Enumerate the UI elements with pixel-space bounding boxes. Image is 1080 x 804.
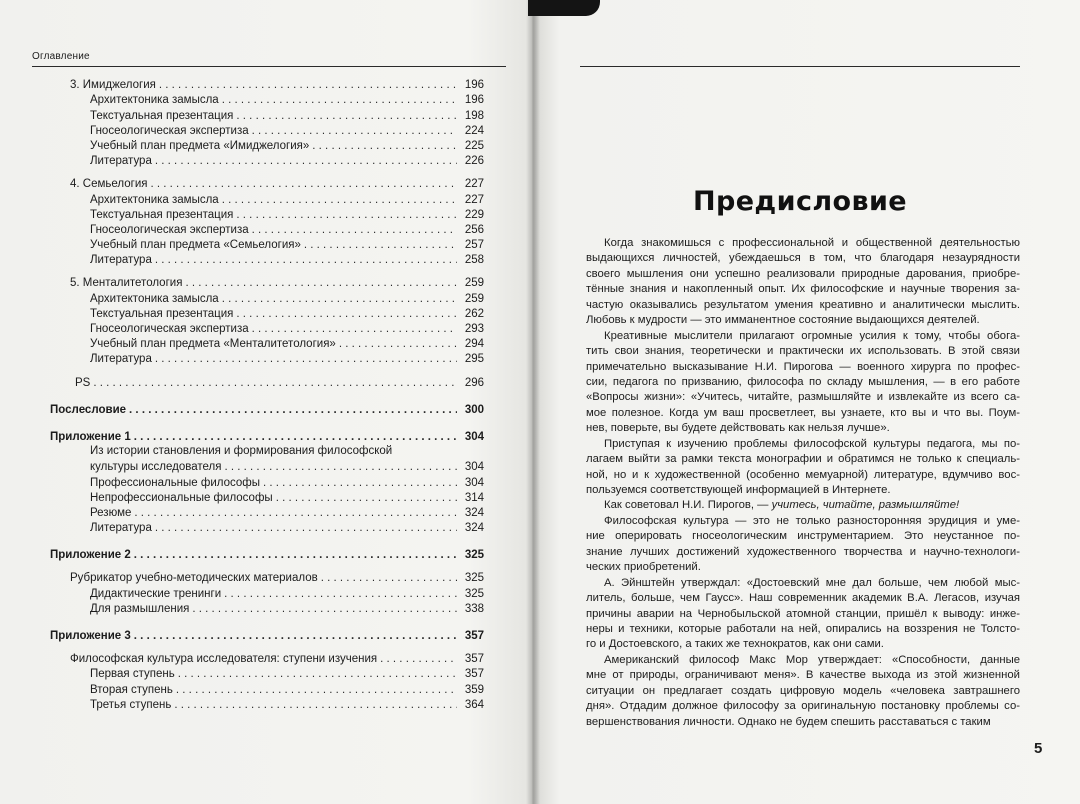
toc-entry [30, 336, 484, 351]
dot-leader [159, 78, 457, 92]
preface-line: ческих приобретений. [586, 561, 701, 574]
preface-line: неры и техники, которые работали на ней, опирались на воззрения не Толсто- [586, 622, 1020, 635]
italic-quote: учитесь, читайте, размышляйте! [771, 499, 960, 512]
toc-entry [30, 505, 484, 520]
toc-entry [30, 585, 484, 600]
toc-chapter [30, 402, 484, 417]
dot-leader [224, 587, 457, 601]
left-page [0, 0, 532, 804]
dot-leader [178, 667, 457, 681]
toc-page-number: 258 [464, 254, 484, 267]
preface-line: Любовь к мудрости — это имманентное состояние выдающихся деятелей. [586, 314, 980, 327]
dot-leader [192, 602, 457, 616]
dot-leader [185, 276, 457, 290]
preface-line: дня». Отдадим должное философу за оригинальную постановку проблемы со- [586, 700, 1020, 713]
preface-line: Когда знакомишься с профессиональной и общественной деятельностью [604, 237, 1020, 249]
preface-line: мое полезное. Когда ум ваш просветлеет, вы узнаете, кто вы и что вы. Поум- [586, 406, 1020, 419]
toc-page-number: 227 [464, 193, 484, 206]
toc-entry [30, 474, 484, 489]
preface-line: сии, педагога по призванию, философа по складу мышления, — в его работе [586, 375, 1020, 388]
toc-page-number: 293 [464, 323, 484, 335]
toc-entry [30, 351, 484, 366]
toc-page-number: 304 [464, 461, 484, 474]
toc-entry [30, 306, 484, 321]
toc-gap [30, 643, 484, 651]
dot-leader [174, 698, 457, 712]
toc-entry-title: 4. Семьелогия [70, 178, 148, 191]
toc-page-number: 296 [464, 376, 484, 389]
toc-entry-title: Учебный план предмета «Имиджелогия» [90, 139, 310, 152]
preface-line: «Вопросы жизни»: «Учитесь, читайте, размышляйте и извлекайте из всего са- [586, 391, 1020, 404]
toc-page-number: 338 [464, 602, 484, 615]
table-of-contents [30, 77, 484, 712]
dot-leader [252, 223, 457, 237]
toc-page-number: 225 [464, 139, 484, 152]
toc-entry-title: Гносеологическая экспертиза [90, 223, 249, 236]
preface-line: Американский философ Макс Мор утверждает: «Способности, данные [604, 653, 1020, 666]
toc-gap [30, 417, 484, 429]
right-header-rule [580, 66, 1020, 67]
toc-entry-title-line: Из истории становления и формирования философской [90, 444, 393, 457]
toc-entry [30, 570, 484, 585]
preface-title: Предисловие [692, 186, 907, 217]
toc-page-number: 314 [464, 491, 484, 504]
toc-entry-title: Текстуальная презентация [90, 307, 234, 320]
toc-entry-title: PS [75, 376, 91, 389]
toc-gap [30, 562, 484, 570]
toc-entry-title: Рубрикатор учебно-методических материалов [70, 572, 318, 585]
toc-entry [30, 490, 484, 505]
header-rule [32, 66, 506, 67]
preface-line: лагаем выйти за рамки текста монографии и обратимся не только к специаль- [586, 453, 1020, 466]
toc-entry-title: Литература [90, 155, 152, 168]
toc-page-number: 259 [464, 277, 484, 290]
preface-line: выдающихся личностей, убеждаешься в том, что благодаря незаурядности [586, 252, 1020, 265]
preface-line: ние оперировать гносеологическим инструментарием. Это неустанное по- [586, 530, 1020, 543]
toc-entry-title: культуры исследователя [90, 461, 222, 474]
toc-page-number: 324 [464, 522, 484, 535]
dot-leader [380, 652, 457, 666]
toc-entry-title: Текстуальная презентация [90, 208, 234, 221]
preface-line: ситуации он предлагает создать цифровую модель «человека завтрашнего [586, 684, 1020, 697]
toc-entry-title: Приложение 3 [50, 630, 131, 642]
toc-entry-title: Литература [90, 522, 152, 535]
toc-entry-title: Архитектоника замысла [90, 193, 219, 206]
preface-line: литель, больше, чем Гаусс». Наш современник академик В.А. Легасов, изучая [586, 592, 1020, 605]
toc-chapter [30, 628, 484, 643]
toc-page-number: 196 [464, 94, 484, 107]
preface-line: Креативные мыслители прилагают огромные усилия к тому, чтобы обога- [604, 329, 1020, 342]
dot-leader [155, 352, 457, 366]
dot-leader [236, 307, 457, 321]
preface-line: го и Достоевского, а таких же технократов, как они сами. [586, 638, 884, 651]
toc-entry [30, 138, 484, 153]
toc-entry-title: Дидактические тренинги [90, 587, 222, 600]
preface-line: пользуемся соответствующей информацией в Интернете. [586, 484, 891, 496]
toc-gap [30, 267, 484, 275]
preface-line: причины аварии на Чернобыльской атомной станции, пришёл к выводу: инже- [586, 607, 1020, 620]
toc-entry-title: Текстуальная презентация [90, 109, 234, 122]
toc-entry-title: Первая ступень [90, 668, 175, 681]
toc-page-number: 294 [464, 338, 484, 351]
page-number: 5 [1034, 740, 1043, 757]
preface-line: знание лучших достижений художественного творчества и научно-технологи- [586, 545, 1020, 558]
toc-entry [30, 92, 484, 107]
dot-leader [252, 124, 457, 138]
toc-page-number: 304 [464, 476, 484, 489]
dot-leader [236, 208, 457, 222]
toc-page-number: 357 [464, 668, 484, 681]
dot-leader [134, 430, 457, 444]
toc-page-number: 304 [464, 430, 484, 443]
toc-page-number: 357 [464, 653, 484, 666]
toc-page-number: 259 [464, 292, 484, 305]
toc-page-number: 324 [464, 506, 484, 519]
dot-leader [252, 322, 457, 336]
toc-page-number: 256 [464, 223, 484, 236]
toc-chapter [30, 429, 484, 444]
preface-body [586, 236, 1020, 730]
dot-leader [155, 521, 457, 535]
preface-line [586, 498, 1020, 513]
toc-entry-title: Вторая ступень [90, 683, 173, 696]
preface-line: частую оказывались результатом умения креативно и аналитически мыслить. [586, 298, 1020, 311]
toc-page-number: 227 [464, 178, 484, 191]
toc-entry-title: Архитектоника замысла [90, 94, 219, 107]
preface-line: тить свои знания, теоретически и практически их использовать. В этой связи [586, 345, 1020, 358]
toc-page-number: 257 [464, 239, 484, 252]
toc-page-number: 325 [464, 587, 484, 600]
toc-page-number: 226 [464, 155, 484, 168]
toc-entry-title: Учебный план предмета «Менталитетология» [90, 338, 336, 351]
toc-entry-title: Третья ступень [90, 698, 172, 711]
dot-leader [222, 93, 457, 107]
toc-entry-title: Гносеологическая экспертиза [90, 124, 249, 137]
toc-entry [30, 176, 484, 191]
toc-entry [30, 191, 484, 206]
toc-page-number: 364 [464, 698, 484, 711]
dot-leader [222, 193, 457, 207]
toc-entry [30, 697, 484, 712]
dot-leader [304, 238, 457, 252]
toc-entry [30, 321, 484, 336]
toc-page-number: 262 [464, 307, 484, 320]
toc-entry-title: Гносеологическая экспертиза [90, 323, 249, 335]
toc-entry-title: Философская культура исследователя: ступени изучения [70, 653, 378, 666]
dot-leader [263, 476, 457, 490]
toc-entry-title: Профессиональные философы [90, 476, 261, 489]
dot-leader [155, 154, 457, 168]
preface-line: тённые знания и накопленный опыт. Их философские и научные творения за- [586, 283, 1020, 296]
toc-entry [30, 222, 484, 237]
preface-line: своего мышления они успешно реализовали природные дарования, приобре- [586, 267, 1020, 280]
toc-entry [30, 681, 484, 696]
toc-page-number: 325 [464, 549, 484, 562]
toc-entry [30, 459, 484, 474]
toc-entry-title: Литература [90, 353, 152, 366]
scan-shadow [528, 0, 600, 16]
toc-entry-title: 5. Менталитетология [70, 277, 183, 290]
dot-leader [222, 292, 457, 306]
toc-gap [30, 168, 484, 176]
toc-entry [30, 153, 484, 168]
toc-entry [30, 374, 484, 389]
dot-leader [150, 177, 457, 191]
toc-entry-title: Послесловие [50, 403, 127, 416]
dot-leader [155, 253, 457, 267]
dot-leader [134, 548, 457, 562]
toc-entry [30, 275, 484, 290]
preface-line: А. Эйнштейн утверждал: «Достоевский мне дал больше, чем любой мыс- [604, 576, 1020, 589]
toc-page-number: 357 [464, 630, 484, 642]
dot-leader [134, 506, 457, 520]
toc-entry [30, 520, 484, 535]
toc-entry [30, 123, 484, 138]
toc-entry [30, 107, 484, 122]
dot-leader [224, 460, 457, 474]
book-spine [526, 0, 540, 804]
preface-line: ной, но и к художественной (особенно мемуарной) литературе, вдумчиво вос- [586, 468, 1020, 481]
dot-leader [339, 337, 457, 351]
dot-leader [93, 376, 457, 390]
toc-entry-title: Для размышления [90, 602, 190, 615]
dot-leader [134, 629, 457, 643]
toc-gap [30, 366, 484, 374]
dot-leader [321, 571, 457, 585]
toc-entry [30, 77, 484, 92]
toc-entry [30, 666, 484, 681]
toc-entry [30, 237, 484, 252]
toc-gap [30, 616, 484, 628]
toc-entry [30, 252, 484, 267]
toc-entry [30, 601, 484, 616]
toc-page-number: 224 [464, 124, 484, 137]
dot-leader [276, 491, 457, 505]
preface-line: вершенствования личности. Однако не будем спешить расставаться с таким [586, 715, 991, 728]
toc-entry [30, 290, 484, 305]
toc-page-number: 295 [464, 353, 484, 366]
preface-line: мне от природы, ограничивают меня». В качестве выхода из этой жизненной [586, 669, 1020, 682]
running-head: Оглавление [32, 51, 90, 62]
dot-leader [176, 683, 457, 697]
preface-line: нев, поверьте, вы будете действовать как нельзя лучше». [586, 422, 890, 435]
toc-entry-title: Учебный план предмета «Семьелогия» [90, 239, 301, 252]
toc-chapter [30, 547, 484, 562]
toc-entry-title: 3. Имиджелогия [70, 79, 156, 92]
toc-entry-title: Приложение 1 [50, 430, 131, 443]
quote-prefix: Как советовал Н.И. Пирогов, — [604, 499, 772, 512]
toc-entry [30, 651, 484, 666]
toc-page-number: 325 [464, 572, 484, 585]
toc-gap [30, 535, 484, 547]
toc-entry [30, 207, 484, 222]
preface-line: примечательно высказывание Н.И. Пирогова — военного хирурга по профес- [586, 360, 1020, 373]
toc-page-number: 229 [464, 208, 484, 221]
toc-entry-title: Литература [90, 254, 152, 267]
toc-entry-title: Непрофессиональные философы [90, 491, 273, 504]
toc-page-number: 196 [464, 79, 484, 92]
toc-entry-title: Архитектоника замысла [90, 292, 219, 305]
preface-line: Приступая к изучению проблемы философской культуры педагога, мы по- [604, 437, 1020, 450]
toc-gap [30, 390, 484, 402]
preface-line: Философская культура — это не только разносторонняя эрудиция и уме- [604, 514, 1020, 527]
toc-entry-title: Приложение 2 [50, 549, 131, 562]
toc-page-number: 198 [464, 109, 484, 122]
toc-page-number: 300 [464, 403, 484, 416]
dot-leader [236, 109, 457, 123]
toc-page-number: 359 [464, 683, 484, 696]
dot-leader [312, 139, 457, 153]
dot-leader [129, 403, 457, 417]
toc-entry-title: Резюме [90, 506, 132, 519]
